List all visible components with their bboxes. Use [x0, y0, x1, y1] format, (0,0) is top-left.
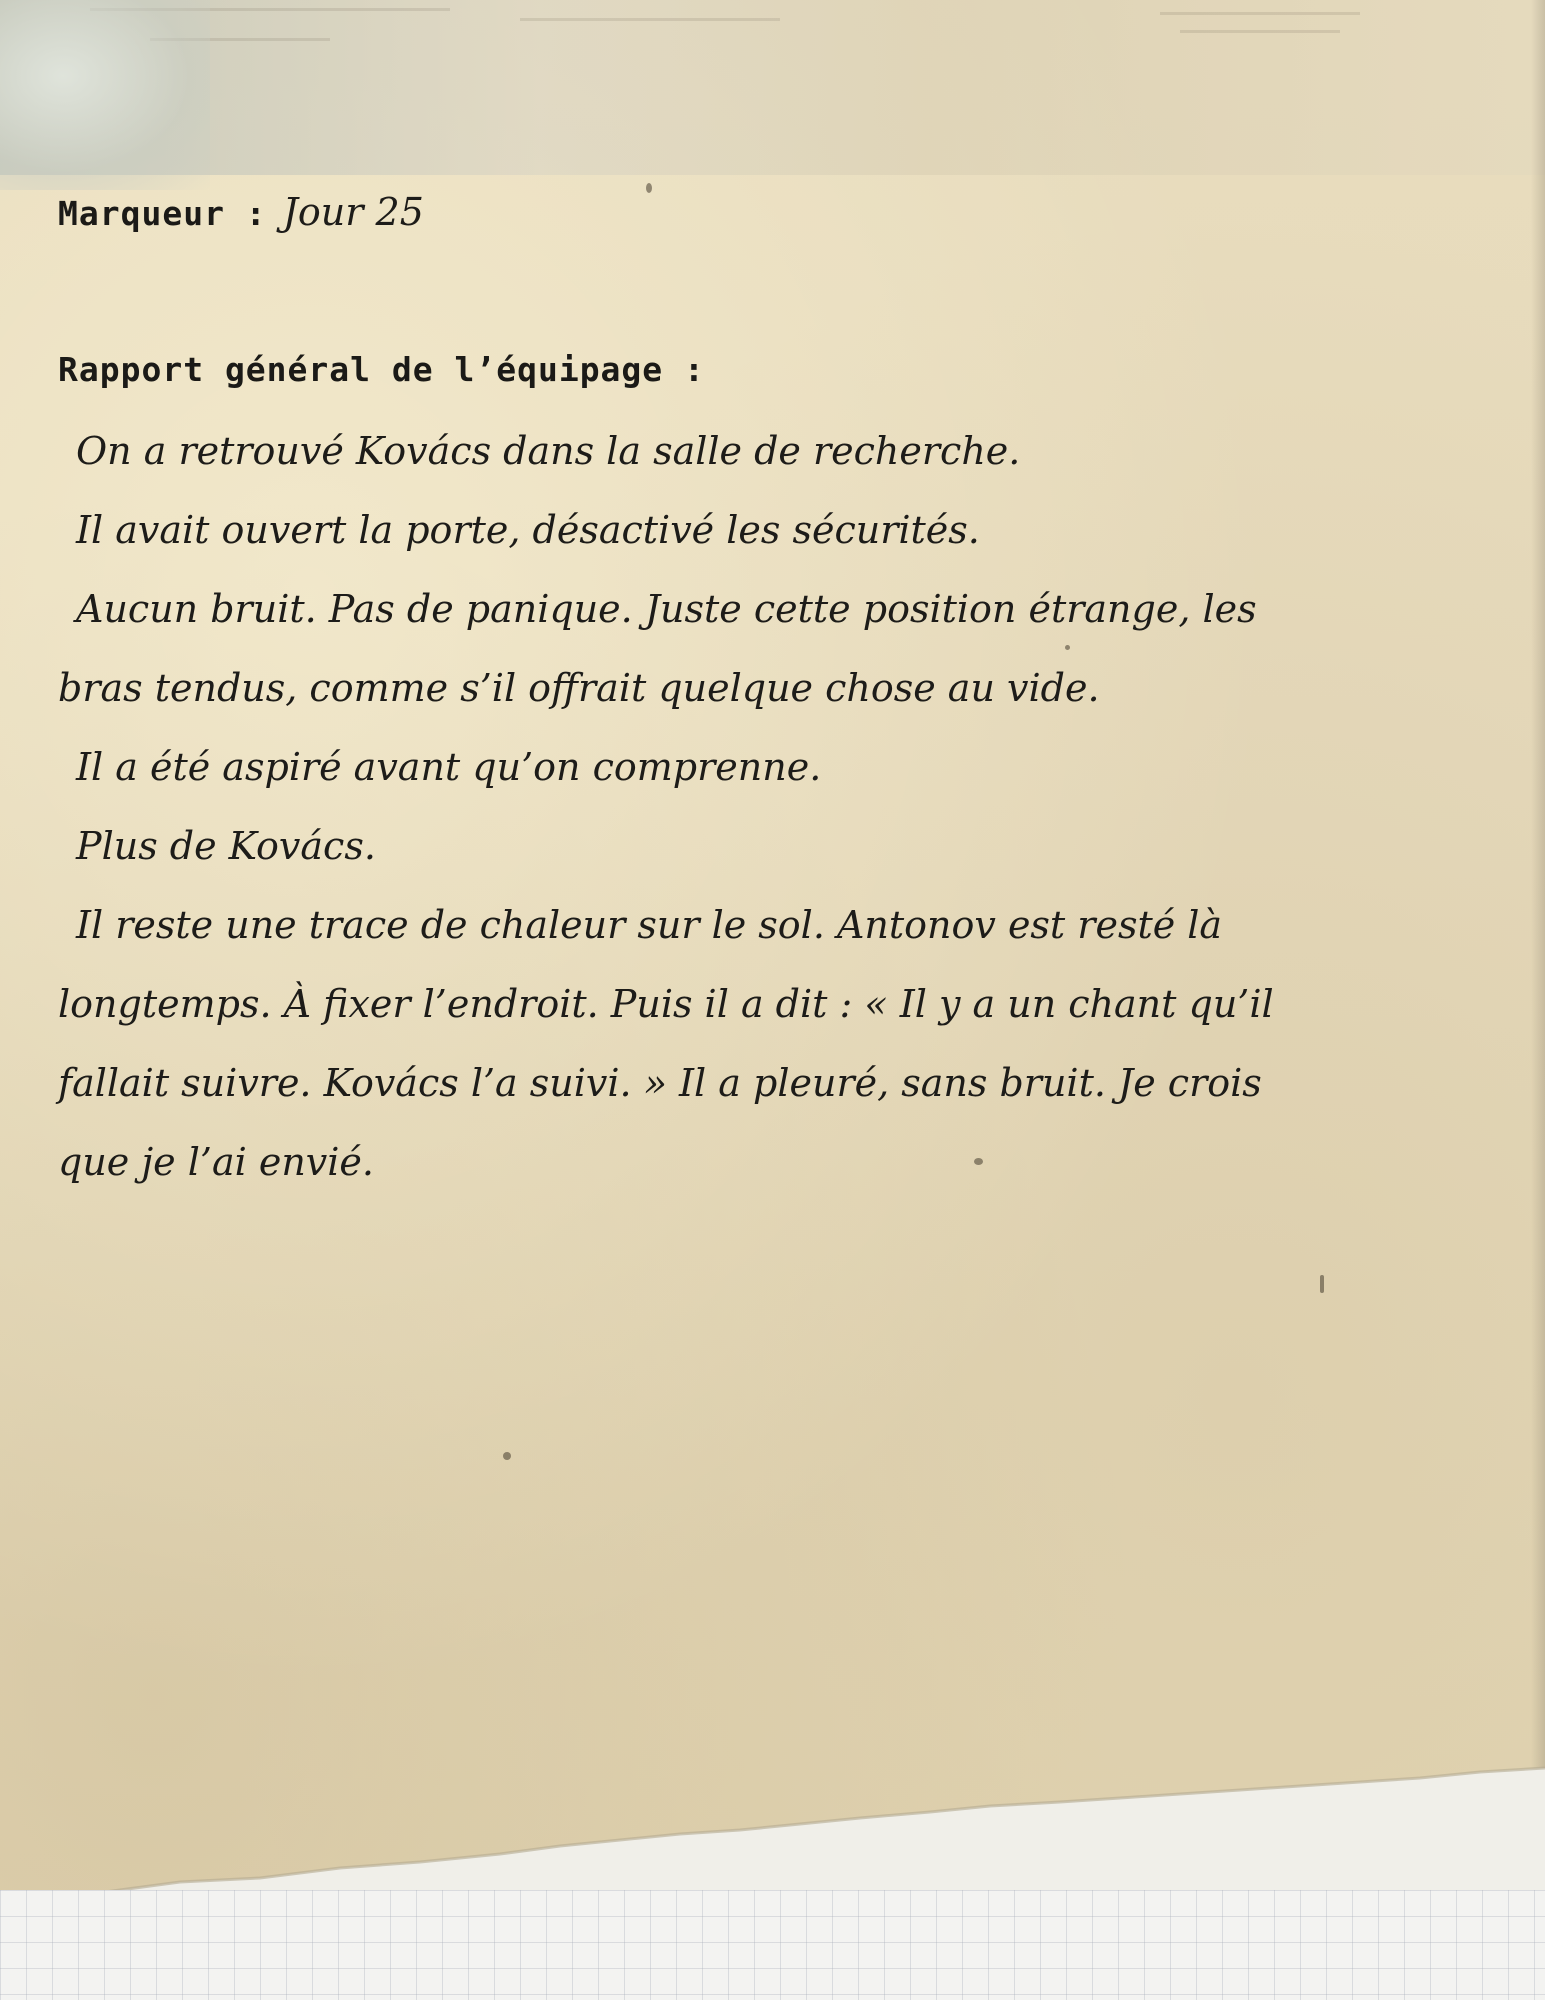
dirt-speck — [503, 1452, 511, 1460]
report-line: bras tendus, comme s’il offrait quelque chose au vide. — [58, 666, 1100, 710]
marker-label: Marqueur : — [58, 194, 267, 233]
report-line: Aucun bruit. Pas de panique. Juste cette position étrange, les — [76, 587, 1257, 631]
report-line: Il avait ouvert la porte, désactivé les sécurités. — [76, 508, 980, 552]
report-heading-text: Rapport général de l’équipage : — [58, 350, 705, 389]
report-line: longtemps. À fixer l’endroit. Puis il a dit : « Il y a un chant qu’il — [58, 982, 1274, 1026]
graph-paper-background — [0, 1890, 1545, 2000]
report-heading — [58, 350, 1348, 410]
report-line: On a retrouvé Kovács dans la salle de recherche. — [76, 429, 1021, 473]
journal-entry — [58, 190, 1348, 1202]
report-line: Il a été aspiré avant qu’on comprenne. — [76, 745, 822, 789]
stained-top-strip — [0, 0, 1545, 175]
report-line: Il reste une trace de chaleur sur le sol. Antonov est resté là — [76, 903, 1223, 947]
marker-value: Jour 25 — [282, 190, 424, 234]
report-line: fallait suivre. Kovács l’a suivi. » Il a pleuré, sans bruit. Je crois — [58, 1061, 1262, 1105]
report-line: que je l’ai envié. — [58, 1140, 374, 1184]
paper-stain — [0, 0, 210, 190]
report-body — [58, 412, 1348, 1202]
dirt-speck — [1320, 1275, 1324, 1293]
report-line: Plus de Kovács. — [76, 824, 376, 868]
paper-edge-shadow — [1531, 0, 1545, 1780]
marker-line — [58, 190, 1348, 250]
